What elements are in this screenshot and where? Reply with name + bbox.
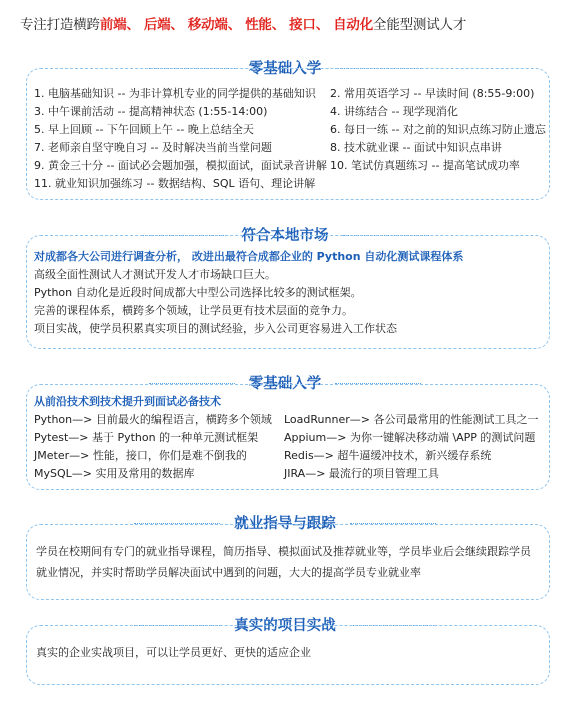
headline-item-frontend: 前端、 <box>99 17 140 33</box>
list-item: JMeter—> 性能，接口，你们是难不倒我的 <box>34 449 247 462</box>
list-item: Redis—> 超牛逼缓冲技术，新兴缓存系统 <box>284 449 492 462</box>
headline-item-interface: 接口、 <box>289 17 330 33</box>
list-item: 11. 就业知识加强练习 -- 数据结构、SQL 语句、理论讲解 <box>34 177 316 190</box>
section3-subtitle: 从前沿技术到技术提升到面试必备技术 <box>34 395 221 408</box>
headline-item-performance: 性能、 <box>245 17 286 33</box>
list-item: 高级全面性测试人才测试开发人才市场缺口巨大。 <box>34 268 276 281</box>
list-item: 3. 中午课前活动 -- 提高精神状态 (1:55-14:00) <box>34 105 268 118</box>
list-item: Pytest—> 基于 Python 的一种单元测试框架 <box>34 431 259 444</box>
headline-item-automation: 自动化 <box>333 17 374 33</box>
list-item: Python—> 目前最火的编程语言，横跨多个领域 <box>34 413 272 426</box>
section4-paragraph: 学员在校期间有专门的就业指导课程，简历指导、模拟面试及推荐就业等，学员毕业后会继续跟踪学员就业情况，并实时帮助学员解决面试中遇到的问题，大大的提高学员专业就业率 <box>36 545 531 579</box>
headline-item-mobile: 移动端、 <box>187 17 242 33</box>
headline-suffix: 全能型测试人才 <box>373 17 467 33</box>
list-item: 完善的课程体系，横跨多个领域，让学员更有技术层面的竞争力。 <box>34 304 353 317</box>
section-title-tech-stack: 零基础入学 <box>0 372 570 393</box>
list-item: 8. 技术就业课 -- 面试中知识点串讲 <box>330 141 502 154</box>
section-title-employment: 就业指导与跟踪 <box>0 512 570 533</box>
list-item: 4. 讲练结合 -- 现学现消化 <box>330 105 458 118</box>
section5-paragraph: 真实的企业实战项目，可以让学员更好、更快的适应企业 <box>36 646 311 659</box>
list-item: 项目实战，使学员积累真实项目的测试经验，步入公司更容易进入工作状态 <box>34 322 397 335</box>
list-item: 5. 早上回顾 -- 下午回顾上午 -- 晚上总结全天 <box>34 123 254 136</box>
section-title-zero-basics: 零基础入学 <box>0 57 570 78</box>
section2-subtitle: 对成都各大公司进行调查分析， 改进出最符合成都企业的 Python 自动化测试课程体系 <box>34 250 464 263</box>
list-item: 9. 黄金三十分 -- 面试必会题加强，模拟面试，面试录音讲解 <box>34 159 327 172</box>
list-item: 2. 常用英语学习 -- 早读时间 (8:55-9:00) <box>330 87 535 100</box>
list-item: Python 自动化是近段时间成都大中型公司选择比较多的测试框架。 <box>34 286 362 299</box>
list-item: LoadRunner—> 各公司最常用的性能测试工具之一 <box>284 413 539 426</box>
list-item: 10. 笔试仿真题练习 -- 提高笔试成功率 <box>330 159 520 172</box>
list-item: 1. 电脑基础知识 -- 为非计算机专业的同学提供的基础知识 <box>34 87 316 100</box>
section-title-projects: 真实的项目实战 <box>0 614 570 635</box>
headline-item-backend: 后端、 <box>143 17 184 33</box>
list-item: 7. 老师亲自坚守晚自习 -- 及时解决当前当堂问题 <box>34 141 272 154</box>
headline-prefix: 专注打造横跨 <box>20 17 100 33</box>
list-item: JIRA—> 最流行的项目管理工具 <box>284 467 439 480</box>
headline <box>20 13 466 33</box>
list-item: MySQL—> 实用及常用的数据库 <box>34 467 195 480</box>
list-item: Appium—> 为你一键解决移动端 \APP 的测试问题 <box>284 431 536 444</box>
section-title-local-market: 符合本地市场 <box>0 224 570 245</box>
list-item: 6. 每日一练 -- 对之前的知识点练习防止遗忘 <box>330 123 546 136</box>
